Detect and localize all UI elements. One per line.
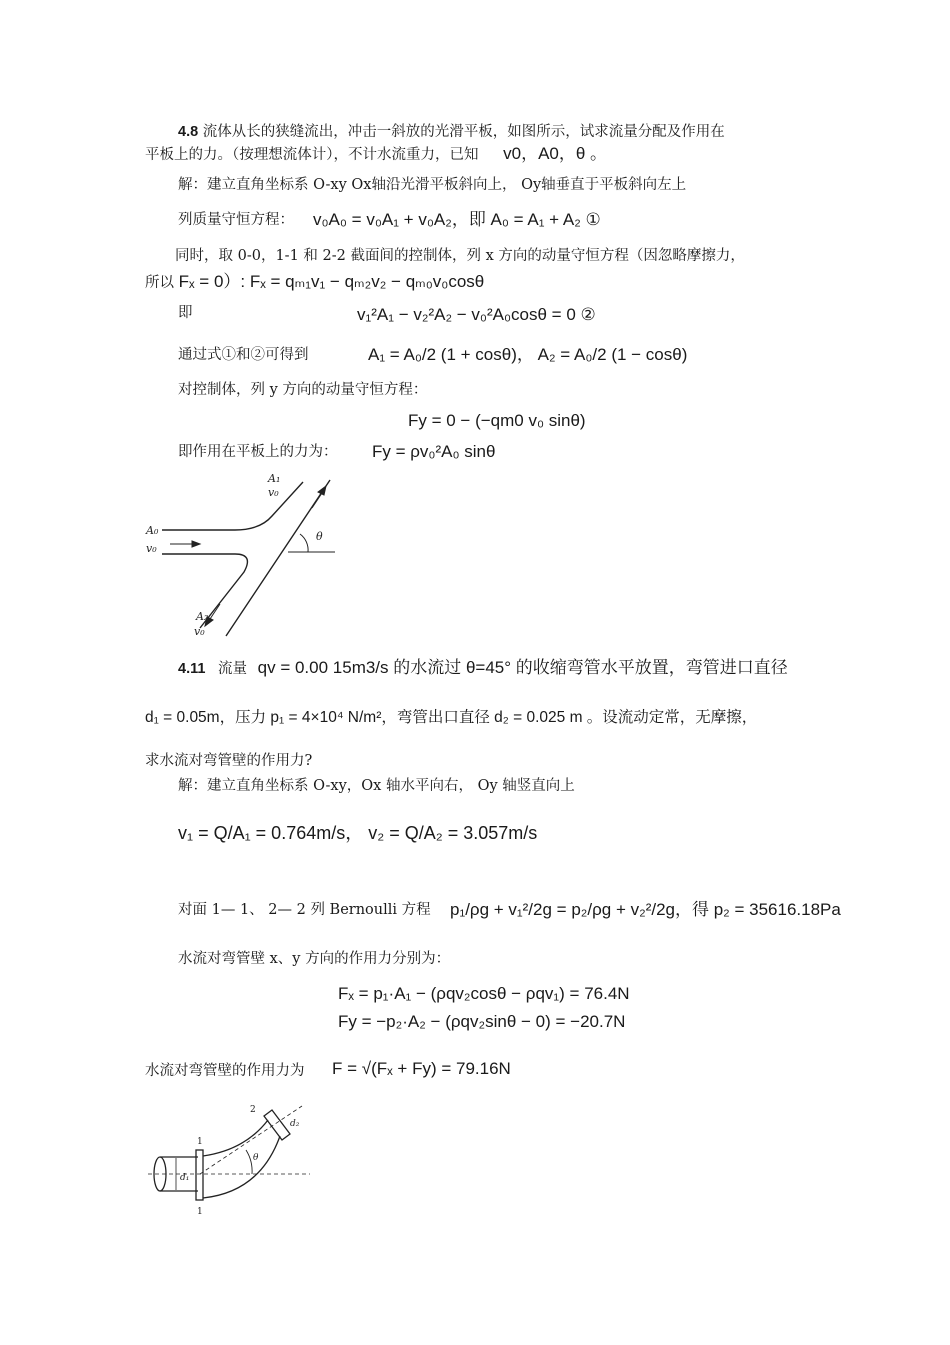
label-d2: d₂: [290, 1119, 300, 1129]
label-theta: θ: [316, 530, 323, 543]
label-a0: A₀: [146, 524, 159, 537]
label-a1: A₁: [268, 472, 281, 485]
y-momentum-label: 对控制体，列 y 方向的动量守恒方程：: [178, 382, 428, 398]
velocity-equation: v₁ = Q/A₁ = 0.764m/s， v₂ = Q/A₂ = 3.057m/s: [178, 823, 538, 843]
label-theta: θ: [253, 1153, 259, 1163]
label-d1: d₁: [180, 1173, 190, 1183]
result-equation: A₁ = A₀/2 (1 + cosθ)， A₂ = A₀/2 (1 − cosθ): [368, 345, 688, 364]
y-momentum-equation: Fy = 0 − (−qm0 v₀ sinθ): [408, 411, 586, 430]
total-force-equation: F = √(Fₓ + Fy) = 79.16N: [332, 1059, 511, 1078]
jet-plate-figure: [140, 468, 350, 640]
label-v0: v₀: [146, 542, 157, 555]
jet-upper-boundary: [162, 482, 303, 530]
momentum-equation: Fₓ = 0）: Fₓ = qₘ₁v₁ − qₘ₂v₂ − qₘ₀v₀cosθ: [178, 272, 485, 291]
statement-text: 平板上的力。（按理想流体计），不计水流重力，已知: [145, 147, 479, 163]
bernoulli-equation: p₁/ρg + v₁²/2g = p₂/ρg + v₂²/2g，得 p₂ = 35616.18Pa: [450, 900, 841, 919]
equation-2: v₁²A₁ − v₂²A₂ − v₀²A₀cosθ = 0 ②: [357, 305, 596, 324]
force-label: 即作用在平板上的力为：: [178, 444, 338, 460]
problem-number: 4.11: [178, 661, 206, 677]
flange-2: [264, 1110, 290, 1140]
bernoulli-label: 对面 1— 1、 2— 2 列 Bernoulli 方程: [178, 902, 431, 918]
theta-arc: [300, 534, 308, 552]
momentum-line1: 同时，取 0-0，1-1 和 2-2 截面间的控制体，列 x 方向的动量守恒方程（因忽略摩擦力，: [175, 248, 745, 264]
label-a2: A₂: [196, 610, 209, 623]
problem-4-11-line3: 求水流对弯管壁的作用力?: [145, 753, 313, 769]
flow-equation: qv = 0.00 15m3/s 的水流过 θ=45° 的收缩弯管水平放置，弯管进口直径: [257, 658, 788, 677]
bend-inner-wall: [203, 1136, 280, 1198]
known-values: v0，A0，θ 。: [503, 144, 608, 163]
fy-equation: Fy = −p₂·A₂ − (ρqv₂sinθ − 0) = −20.7N: [338, 1012, 626, 1031]
label-v1: v₀: [268, 486, 279, 499]
result-label: 通过式①和②可得到: [178, 347, 309, 363]
momentum-prefix: 所以: [145, 275, 174, 291]
problem-4-11-line2: d₁ = 0.05m，压力 p₁ = 4×10⁴ N/m²，弯管出口直径 d₂ = 0.025 m 。设流动定常，无摩擦，: [145, 709, 758, 726]
inclined-plate: [226, 480, 330, 636]
flow-label: 流量: [218, 661, 248, 677]
force-direction-label: 水流对弯管壁 x、y 方向的作用力分别为：: [178, 951, 451, 967]
momentum-line2: [145, 273, 484, 292]
label-section-1-top: 1: [197, 1137, 203, 1147]
mass-equation: v₀A₀ = v₀A₁ + v₀A₂，即 A₀ = A₁ + A₂ ①: [313, 210, 601, 229]
theta-arc: [246, 1150, 252, 1174]
upper-flow-arrowhead: [318, 486, 326, 495]
label-section-2: 2: [250, 1105, 256, 1115]
problem-number: 4.8: [178, 124, 199, 140]
mass-label: 列质量守恒方程：: [178, 212, 294, 228]
force-equation: Fy = ρv₀²A₀ sinθ: [372, 442, 496, 461]
problem-4-11-line1: [178, 659, 788, 678]
problem-4-8-line1: [178, 123, 725, 141]
fx-equation: Fₓ = p₁·A₁ − (ρqv₂cosθ − ρqv₁) = 76.4N: [338, 984, 630, 1003]
problem-4-8-line2: [145, 145, 607, 164]
statement-text: 流体从长的狭缝流出，冲击一斜放的光滑平板，如图所示，试求流量分配及作用在: [202, 124, 725, 140]
total-force-label: 水流对弯管壁的作用力为: [145, 1063, 305, 1079]
solution-axes: 解：建立直角坐标系 O-xy Ox轴沿光滑平板斜向上， Oy轴垂直于平板斜向左上: [178, 177, 687, 193]
solution-axes-4-11: 解：建立直角坐标系 O-xy，Ox 轴水平向右， Oy 轴竖直向上: [178, 778, 575, 794]
inflow-arrowhead: [192, 541, 200, 547]
ji-label: 即: [178, 305, 193, 321]
label-section-1-bottom: 1: [197, 1207, 203, 1217]
label-v2: v₀: [194, 625, 205, 638]
bend-pipe-figure: [140, 1098, 320, 1220]
